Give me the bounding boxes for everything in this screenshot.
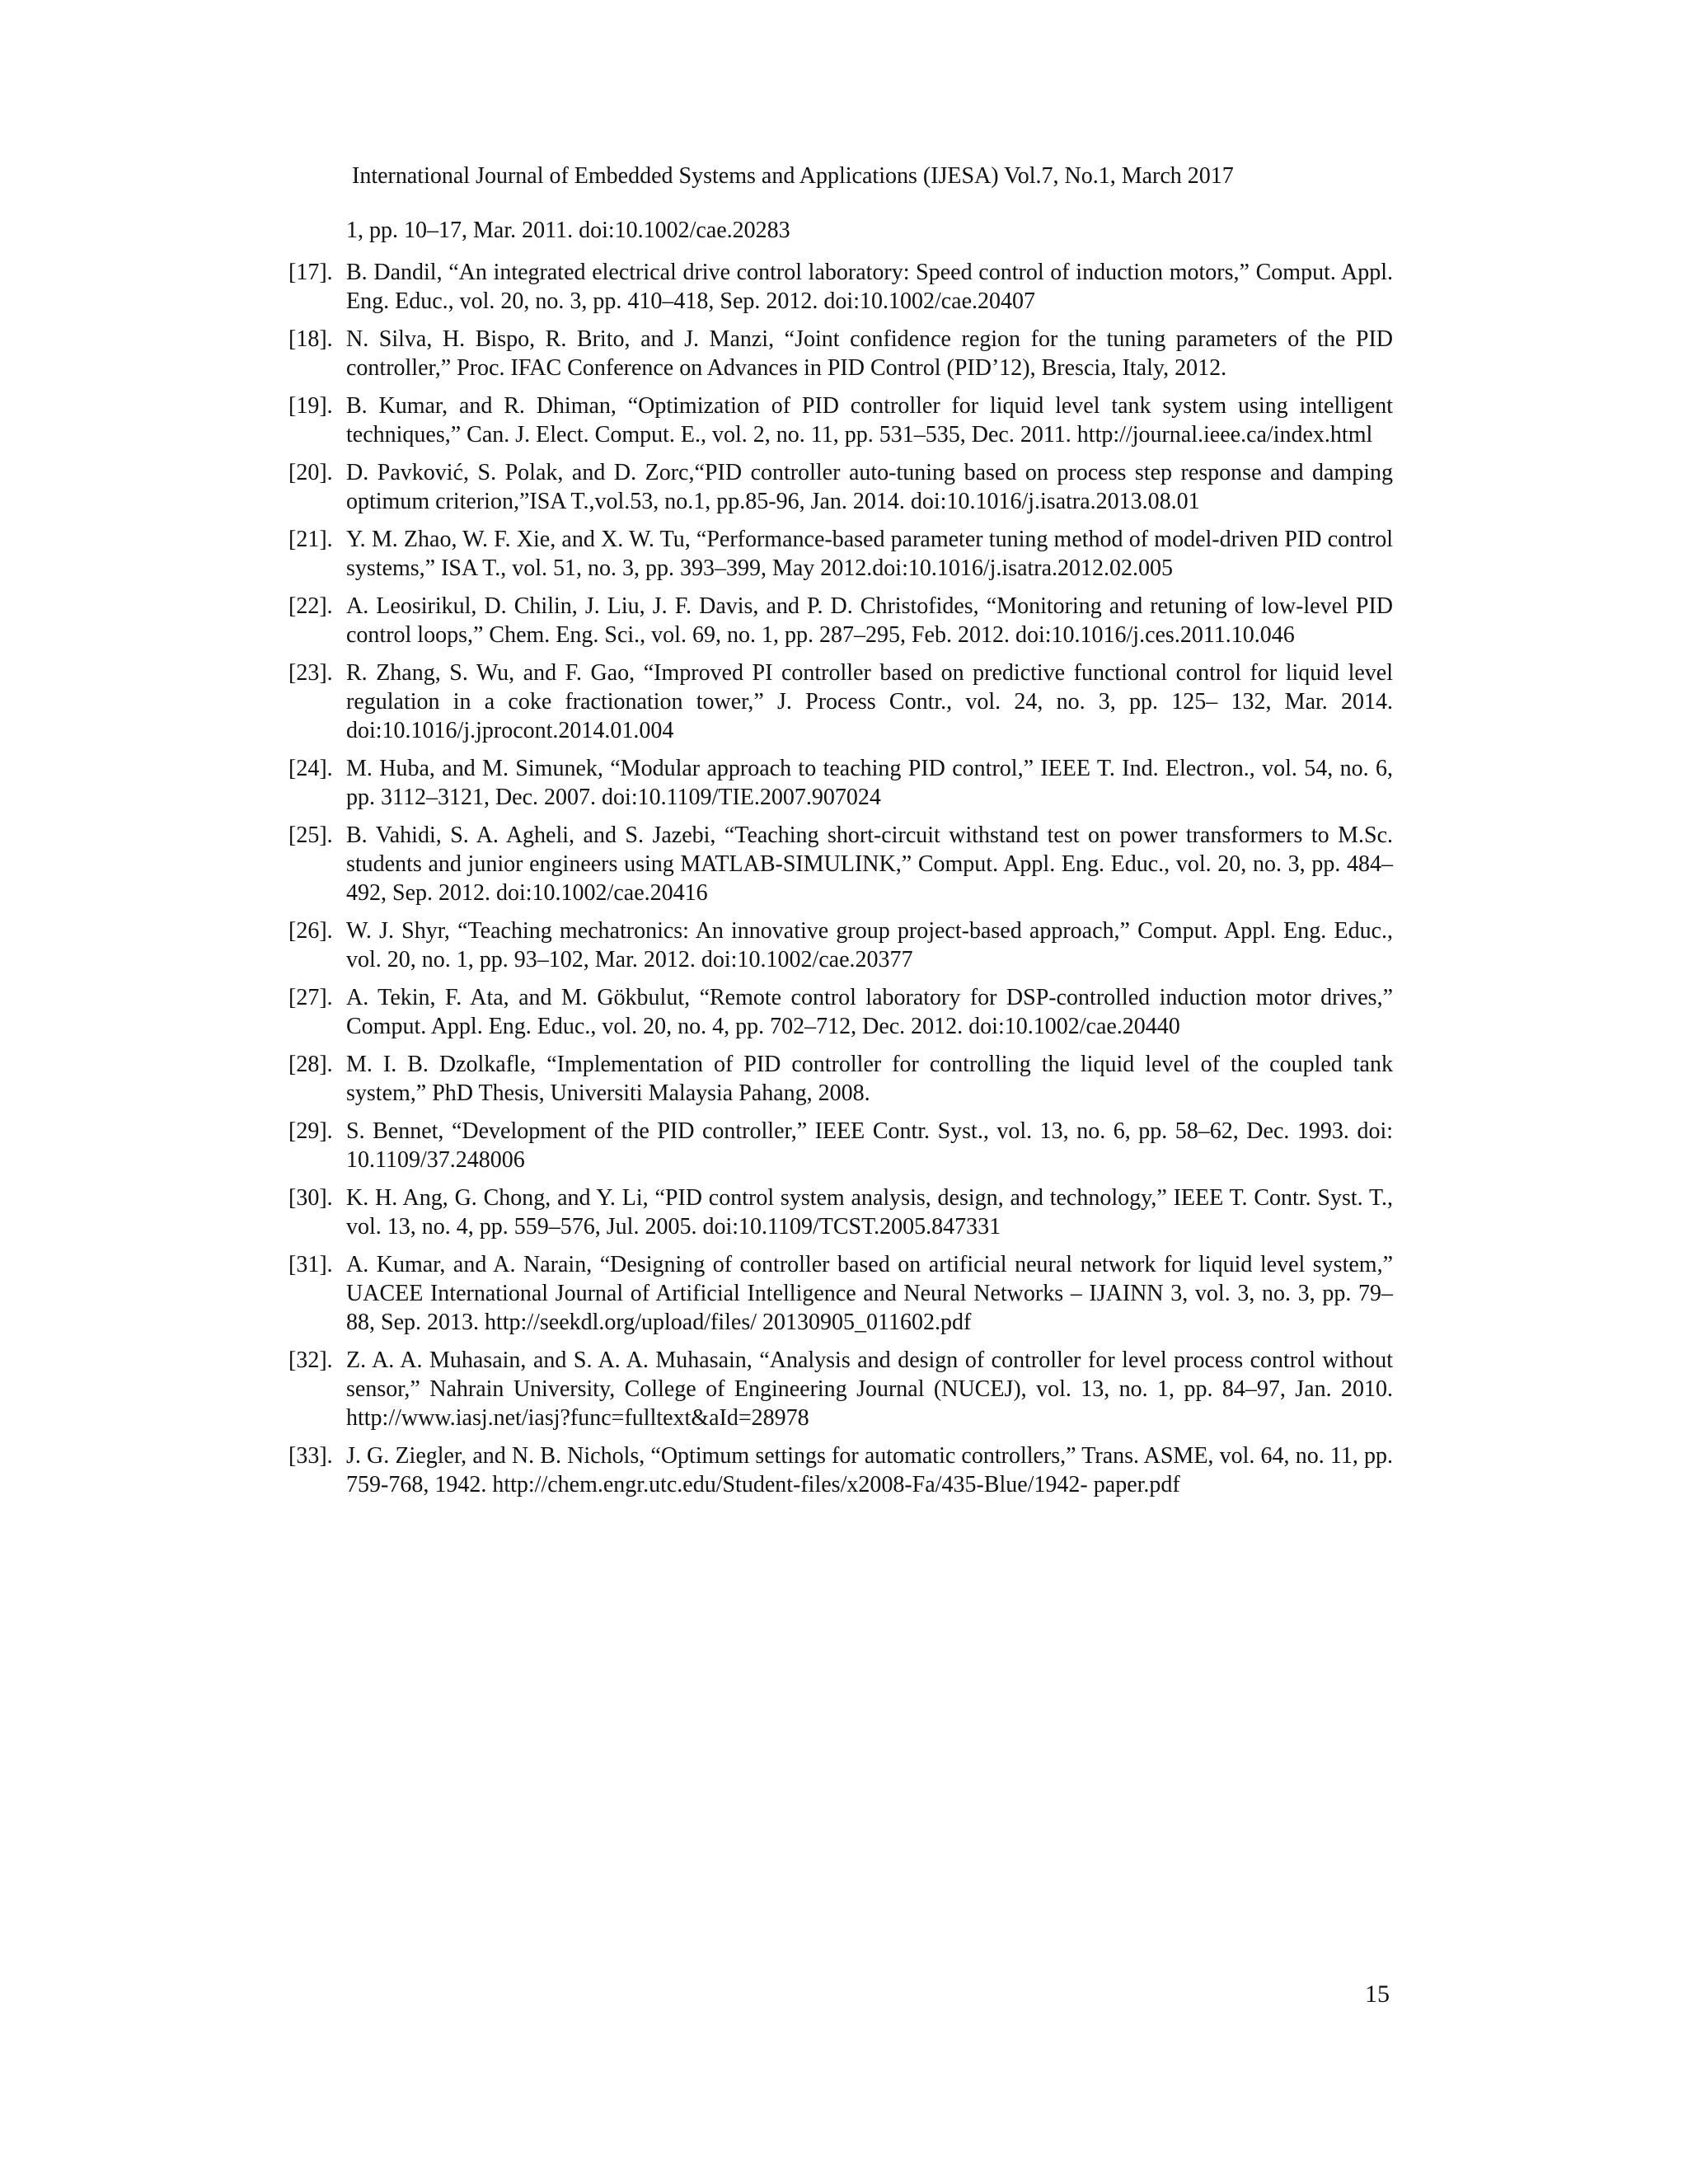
reference-item-22: [288, 592, 1393, 649]
reference-number: [31].: [288, 1252, 333, 1277]
reference-text: B. Kumar, and R. Dhiman, “Optimization of PID controller for liquid level tank system using intelligent techniques,” Can. J. Elect. Comput. E., vol. 2, no. 11, pp. 531–535, Dec. 2011. http://journal.ieee.ca/index.html: [346, 393, 1393, 448]
reference-text: N. Silva, H. Bispo, R. Brito, and J. Manzi, “Joint confidence region for the tuning parameters of the PID controller,” Proc. IFAC Conference on Advances in PID Control (PID’12), Brescia, Italy, 2012.: [346, 326, 1393, 381]
reference-item-32: [288, 1346, 1393, 1432]
reference-item-25: [288, 821, 1393, 907]
reference-item-28: [288, 1050, 1393, 1108]
reference-item-23: [288, 658, 1393, 745]
reference-number: [29].: [288, 1118, 333, 1144]
reference-item-17: [288, 258, 1393, 316]
reference-text: S. Bennet, “Development of the PID controller,” IEEE Contr. Syst., vol. 13, no. 6, pp. 58–62, Dec. 1993. doi: 10.1109/37.248006: [346, 1118, 1393, 1173]
running-header: International Journal of Embedded Systems and Applications (IJESA) Vol.7, No.1, March 2017: [352, 163, 1234, 189]
reference-number: [18].: [288, 326, 333, 352]
reference-text: W. J. Shyr, “Teaching mechatronics: An innovative group project-based approach,” Comput. Appl. Eng. Educ., vol. 20, no. 1, pp. 93–102, Mar. 2012. doi:10.1002/cae.20377: [346, 918, 1393, 972]
reference-item-26: [288, 916, 1393, 974]
reference-number: [32].: [288, 1347, 333, 1373]
reference-item-27: [288, 983, 1393, 1041]
reference-item-18: [288, 325, 1393, 382]
reference-text: B. Dandil, “An integrated electrical drive control laboratory: Speed control of induction motors,” Comput. Appl. Eng. Educ., vol. 20, no. 3, pp. 410–418, Sep. 2012. doi:10.1002/cae.20407: [346, 260, 1393, 314]
reference-number: [22].: [288, 593, 333, 619]
reference-number: [33].: [288, 1443, 333, 1469]
reference-item-31: [288, 1250, 1393, 1337]
reference-text: Z. A. A. Muhasain, and S. A. A. Muhasain, “Analysis and design of controller for level process control without sensor,” Nahrain University, College of Engineering Journal (NUCEJ), vol. 13, no. 1, pp. 84–97, Jan. 2010. http://www.iasj.net/iasj?func=fulltext&aId=28978: [346, 1347, 1393, 1431]
reference-item-19: [288, 391, 1393, 449]
reference-item-30: [288, 1183, 1393, 1241]
reference-number: [20].: [288, 460, 333, 485]
reference-item-33: [288, 1441, 1393, 1499]
reference-item-16-continuation: [288, 216, 1393, 245]
reference-number: [25].: [288, 823, 333, 848]
reference-text: D. Pavković, S. Polak, and D. Zorc,“PID controller auto-tuning based on process step response and damping optimum criterion,”ISA T.,vol.53, no.1, pp.85-96, Jan. 2014. doi:10.1016/j.isatra.2013.08.01: [346, 460, 1393, 514]
reference-number: [30].: [288, 1185, 333, 1211]
reference-number: [23].: [288, 660, 333, 686]
reference-number: [27].: [288, 985, 333, 1010]
reference-text: Y. M. Zhao, W. F. Xie, and X. W. Tu, “Performance-based parameter tuning method of model-driven PID control systems,” ISA T., vol. 51, no. 3, pp. 393–399, May 2012.doi:10.1016/j.isatra.2012.02.005: [346, 527, 1393, 581]
reference-item-24: [288, 754, 1393, 812]
reference-number: [28].: [288, 1052, 333, 1077]
reference-number: [17].: [288, 260, 333, 285]
reference-item-29: [288, 1117, 1393, 1174]
reference-item-21: [288, 525, 1393, 583]
reference-text: M. Huba, and M. Simunek, “Modular approach to teaching PID control,” IEEE T. Ind. Electron., vol. 54, no. 6, pp. 3112–3121, Dec. 2007. doi:10.1109/TIE.2007.907024: [346, 756, 1393, 810]
reference-text: K. H. Ang, G. Chong, and Y. Li, “PID control system analysis, design, and technology,” IEEE T. Contr. Syst. T., vol. 13, no. 4, pp. 559–576, Jul. 2005. doi:10.1109/TCST.2005.847331: [346, 1185, 1393, 1240]
reference-number: [26].: [288, 918, 333, 944]
reference-text: R. Zhang, S. Wu, and F. Gao, “Improved PI controller based on predictive functional control for liquid level regulation in a coke fractionation tower,” J. Process Contr., vol. 24, no. 3, pp. 125– 132, Mar. 2014. doi:10.1016/j.jprocont.2014.01.004: [346, 660, 1393, 743]
reference-text: M. I. B. Dzolkafle, “Implementation of PID controller for controlling the liquid level of the coupled tank system,” PhD Thesis, Universiti Malaysia Pahang, 2008.: [346, 1052, 1393, 1106]
reference-number: [24].: [288, 756, 333, 781]
reference-text: B. Vahidi, S. A. Agheli, and S. Jazebi, “Teaching short-circuit withstand test on power transformers to M.Sc. students and junior engineers using MATLAB-SIMULINK,” Comput. Appl. Eng. Educ., vol. 20, no. 3, pp. 484–492, Sep. 2012. doi:10.1002/cae.20416: [346, 823, 1393, 906]
reference-text: A. Tekin, F. Ata, and M. Gökbulut, “Remote control laboratory for DSP-controlled induction motor drives,” Comput. Appl. Eng. Educ., vol. 20, no. 4, pp. 702–712, Dec. 2012. doi:10.1002/cae.20440: [346, 985, 1393, 1039]
reference-number: [19].: [288, 393, 333, 419]
reference-number: [21].: [288, 527, 333, 552]
reference-text: A. Kumar, and A. Narain, “Designing of controller based on artificial neural network for liquid level system,” UACEE International Journal of Artificial Intelligence and Neural Networks – IJAINN 3, vol. 3, no. 3, pp. 79–88, Sep. 2013. http://seekdl.org/upload/files/ 20130905_011602.pdf: [346, 1252, 1393, 1335]
page-number: 15: [1365, 1980, 1390, 2008]
reference-text: 1, pp. 10–17, Mar. 2011. doi:10.1002/cae.20283: [346, 218, 790, 243]
reference-text: A. Leosirikul, D. Chilin, J. Liu, J. F. Davis, and P. D. Christofides, “Monitoring and retuning of low-level PID control loops,” Chem. Eng. Sci., vol. 69, no. 1, pp. 287–295, Feb. 2012. doi:10.1016/j.ces.2011.10.046: [346, 593, 1393, 648]
reference-item-20: [288, 458, 1393, 516]
reference-text: J. G. Ziegler, and N. B. Nichols, “Optimum settings for automatic controllers,” Trans. ASME, vol. 64, no. 11, pp. 759-768, 1942. http://chem.engr.utc.edu/Student-files/x2008-Fa/435-Blue/1942- paper.pdf: [346, 1443, 1393, 1497]
reference-list: [288, 216, 1393, 1508]
